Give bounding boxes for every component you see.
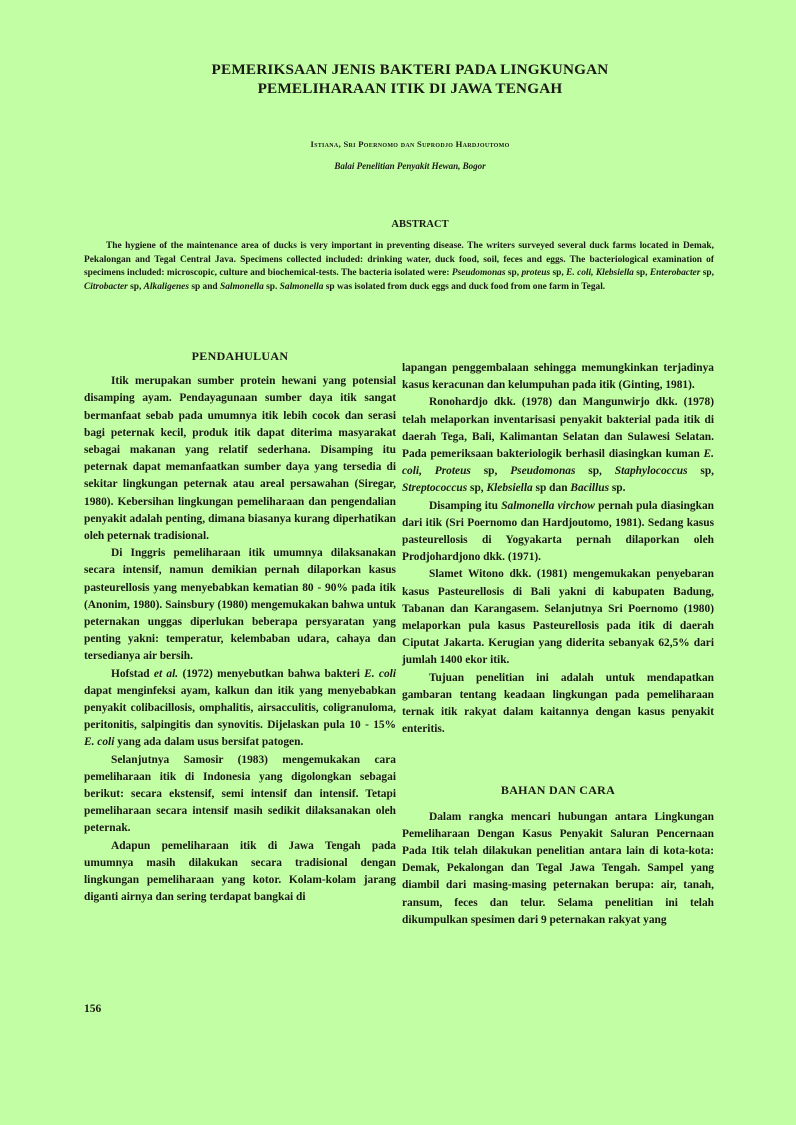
text: sp, <box>575 465 615 478</box>
italic-text: et al. <box>153 667 179 680</box>
abstract-species: Alkaligenes <box>143 281 189 292</box>
paper-title <box>120 60 700 98</box>
abstract-text: sp, <box>127 281 144 292</box>
title-line-2: PEMELIHARAAN ITIK DI JAWA TENGAH <box>257 80 563 97</box>
species-name: Salmonella virchow <box>501 499 595 512</box>
text: dapat menginfeksi ayam, kalkun dan itik yang menyebabkan penyakit colibacillosis, omphalitis, airsacculitis, coligranuloma, peritonitis, salpingitis dan synovitis. Dijelaskan pula 10 - 15% <box>84 684 396 732</box>
section-heading-pendahuluan: PENDAHULUAN <box>191 349 289 363</box>
text: Hofstad <box>111 667 154 680</box>
paragraph <box>402 394 714 497</box>
authors: Istiana, Sri Poernomo dan Suprodjo Hardjoutomo <box>310 139 510 149</box>
text: sp dan <box>532 482 571 495</box>
abstract-text: sp was isolated from duck eggs and duck food from one farm in Tegal. <box>323 281 606 292</box>
paragraph: Dalam rangka mencari hubungan antara Lingkungan Pemeliharaan Dengan Kasus Penyakit Saluran Pencernaan Pada Itik telah dilakukan penelitian antara lain di kota-kota: Demak, Pekalongan dan Tegal Jawa Tengah. Sampel yang diambil dari masing-masing peternakan berupa: air, tanah, ransum, feces dan telur. Selama penelitian ini telah dikumpulkan spesimen dari 9 peternakan rakyat yang <box>402 810 714 926</box>
abstract-heading: ABSTRACT <box>391 219 449 230</box>
text: sp, <box>467 482 487 495</box>
paragraph <box>402 498 714 567</box>
species-name: E. coli <box>364 667 396 680</box>
species-name: E. coli, Proteus <box>402 448 714 478</box>
abstract-text: sp, <box>505 268 522 278</box>
paragraph-continued: lapangan penggembalaan sehingga memungkinkan terjadinya kasus keracunan dan kelumpuhan pada itik (Ginting, 1981). <box>402 362 714 392</box>
abstract-text: sp, <box>633 268 650 278</box>
title-line-1: PEMERIKSAAN JENIS BAKTERI PADA LINGKUNGAN <box>211 61 609 78</box>
page-number: 156 <box>84 1003 102 1015</box>
paragraph: Selanjutnya Samosir (1983) mengemukakan cara pemeliharaan itik di Indonesia yang digolongkan sebagai berikut: secara ekstensif, semi intensif dan intensif. Tetapi pemeliharaan secara intensif masih sedikit dilaksanakan oleh peternak. <box>84 753 396 835</box>
affiliation: Balai Penelitian Penyakit Hewan, Bogor <box>334 161 486 171</box>
paragraph: Slamet Witono dkk. (1981) mengemukakan penyebaran kasus Pasteurellosis di Bali yakni di kabupaten Badung, Tabanan dan Karangasem. Selanjutnya Sri Poernomo (1980) melaporkan pula kasus Pasteurellosis pada itik di daerah Ciputat Jakarta. Kerugian yang diderita sebanyak 62,5% dari jumlah 1400 ekor itik. <box>402 568 714 667</box>
abstract-species: Citrobacter <box>84 281 128 292</box>
species-name: E. coli <box>84 736 115 749</box>
abstract-species: Enterobacter <box>649 268 701 278</box>
species-name: Klebsiella <box>486 482 533 495</box>
species-name: Pseudomonas <box>510 465 576 478</box>
abstract-species: Pseudomonas <box>451 268 506 278</box>
abstract-species: proteus <box>521 268 551 278</box>
abstract-text: sp. <box>263 281 280 292</box>
paragraph: Adapun pemeliharaan itik di Jawa Tengah pada umumnya masih dilakukan secara tradisional dengan lingkungan pemeliharaan yang kotor. Kolam-kolam jarang diganti airnya dan sering terdapat bangkai di <box>84 839 396 904</box>
paragraph: Di Inggris pemeliharaan itik umumnya dilaksanakan secara intensif, namun demikian pernah dilaporkan kasus pasteurellosis yang menyebabkan kematian 80 - 90% pada itik (Anonim, 1980). Sainsbury (1980) mengemukakan bahwa untuk peternakan unggas diperlukan beberapa persyaratan yang penting yakni: temperatur, kelembaban udara, cahaya dan tersedianya air bersih. <box>84 547 396 663</box>
left-column <box>84 348 396 907</box>
right-column <box>402 360 714 929</box>
text: Disamping itu <box>429 499 502 512</box>
species-name: Streptococcus <box>402 482 468 495</box>
abstract-paragraph <box>84 240 714 294</box>
abstract-species: Salmonella <box>279 281 324 292</box>
text: Ronohardjo dkk. (1978) dan Mangunwirjo dkk. (1978) telah melaporkan inventarisasi penyakit bakterial pada itik di daerah Tega, Bali, Kalimantan Selatan dan Sulawesi Selatan. Pada pemeriksaan bakteriologik berhasil diasingkan kuman <box>402 396 714 461</box>
paragraph <box>84 666 396 752</box>
text: sp, <box>470 465 511 478</box>
paragraph: Tujuan penelitian ini adalah untuk mendapatkan gambaran tentang keadaan lingkungan pada pemeliharaan ternak itik rakyat dalam kaitannya dengan kasus penyakit enteritis. <box>402 671 714 736</box>
abstract-text: The hygiene of the maintenance area of ducks is very important in preventing disease. The writers surveyed several duck farms located in Demak, Pekalongan and Tegal Central Java. Specimens collected included: drinking water, duck food, soil, feces and eggs. The bacteriological examination of specimens included: microscopic, culture and biochemical-tests. The bacteria isolated were: <box>84 241 714 278</box>
species-name: Bacillus <box>570 482 610 495</box>
abstract-species: Salmonella <box>220 281 264 292</box>
paragraph: Itik merupakan sumber protein hewani yang potensial disamping ayam. Pendayagunaan sumber daya itik sangat bermanfaat sebab pada umumnya itik lebih cocok dan serasi bagi peternak kecil, produk itik dapat diterima masyarakat sebagai makanan yang relatif sederhana. Disamping itu peternak dapat memanfaatkan sumber daya yang tersedia di sekitar lingkungan peternak atau areal persawahan (Siregar, 1980). Kebersihan lingkungan pemeliharaan dan pengendalian penyakit adalah penting, dimana biasanya kurang diperhatikan oleh peternak tradisional. <box>84 375 396 543</box>
abstract-text: sp, <box>550 268 567 278</box>
section-heading-bahan-dan-cara: BAHAN DAN CARA <box>500 783 616 798</box>
abstract-text: sp and <box>188 281 220 292</box>
species-name: Staphylococcus <box>614 465 688 478</box>
abstract-text: sp, <box>700 268 714 278</box>
text: sp, <box>687 465 715 478</box>
text: yang ada dalam usus bersifat patogen. <box>114 736 304 749</box>
abstract-body <box>84 240 714 294</box>
abstract-species: E. coli, Klebsiella <box>566 268 634 278</box>
text: (1972) menyebutkan bahwa bakteri <box>178 667 365 680</box>
text: pernah pula diasingkan dari itik (Sri Poernomo dan Hardjoutomo, 1981). Sedang kasus pasteurellosis di Yogyakarta pernah dilaporkan oleh Prodjohardjono dkk. (1971). <box>402 499 714 564</box>
text: sp. <box>609 482 626 495</box>
